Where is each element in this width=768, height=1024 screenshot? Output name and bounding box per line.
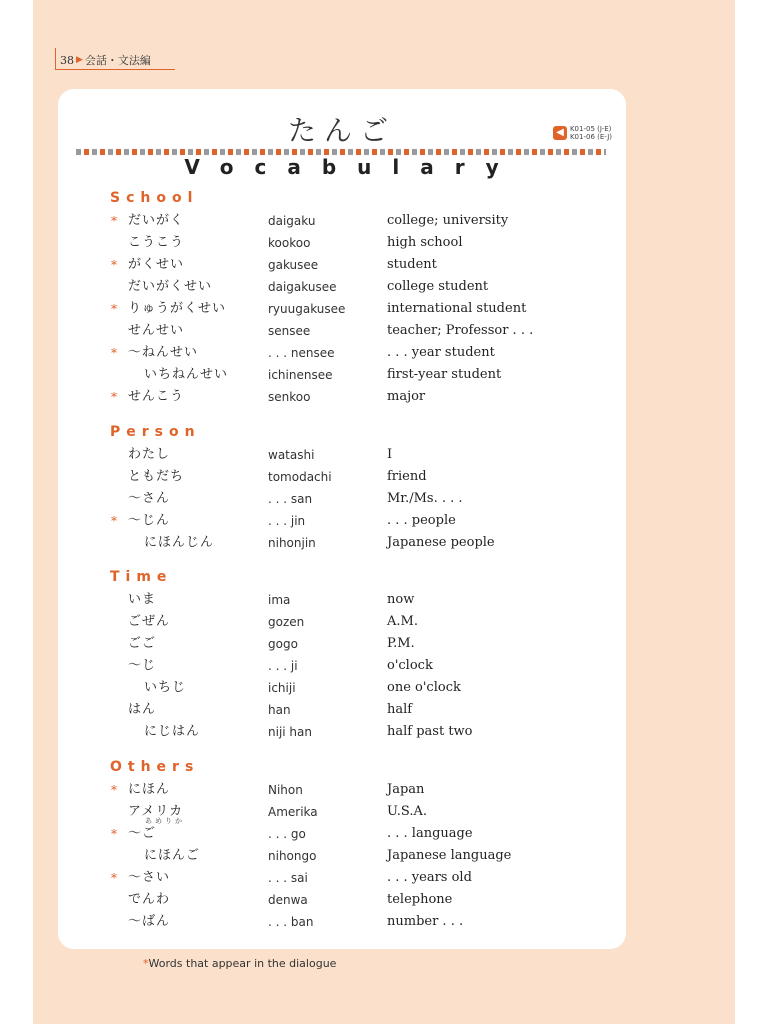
vocab-row [58, 655, 626, 677]
asterisk-icon: * [143, 957, 149, 970]
vocab-english: international student [387, 301, 527, 316]
vocab-row [58, 677, 626, 699]
vocab-english: o'clock [387, 658, 433, 673]
vocab-english: number . . . [387, 914, 464, 929]
vocab-japanese: にじはん [144, 724, 201, 739]
vocab-english: I [387, 447, 393, 462]
vocab-english: Japanese people [387, 535, 495, 550]
vocab-japanese: こうこう [128, 235, 185, 250]
vocab-english: Japanese language [387, 848, 512, 863]
page-header [60, 52, 151, 68]
vocab-japanese: だいがくせい [128, 279, 213, 294]
vocab-english: friend [387, 469, 427, 484]
vocab-row [58, 611, 626, 633]
vocab-romaji: tomodachi [268, 470, 332, 484]
vocab-english: high school [387, 235, 463, 250]
vocab-japanese: アメリカ [128, 804, 184, 819]
section-title-time: Time [110, 569, 173, 585]
dialogue-star-icon: * [111, 258, 117, 272]
vocab-japanese: 〜ご [128, 826, 157, 841]
vocab-english: half [387, 702, 413, 717]
vocab-romaji: gogo [268, 637, 298, 651]
vocab-row [58, 510, 626, 532]
vocab-romaji: denwa [268, 893, 308, 907]
vocab-row [58, 801, 626, 823]
vocab-romaji: daigaku [268, 214, 316, 228]
vocab-english: one o'clock [387, 680, 461, 695]
page-title: たんご [287, 114, 396, 147]
speaker-icon[interactable]: ◀ [553, 126, 567, 140]
vocab-japanese: いちねんせい [144, 367, 229, 382]
page-number: 38 [60, 53, 74, 67]
vocab-japanese: にほん [128, 782, 171, 797]
vocab-ruby: あめりか [145, 817, 185, 825]
vocab-english: student [387, 257, 437, 272]
audio-code-je: K01-05 (J-E) [569, 125, 612, 133]
vocab-english: . . . language [387, 826, 473, 841]
section-title-person: Person [110, 424, 201, 440]
vocab-romaji: han [268, 703, 291, 717]
audio-codes [570, 125, 612, 141]
vocab-row [58, 633, 626, 655]
vocab-romaji: niji han [268, 725, 312, 739]
section-title-others: Others [110, 759, 200, 775]
vocab-row [58, 320, 626, 342]
vocab-romaji: nihonjin [268, 536, 316, 550]
vocab-english: Mr./Ms. . . . [387, 491, 463, 506]
vocab-japanese: りゅうがくせい [128, 301, 227, 316]
vocab-romaji: . . . sai [268, 871, 308, 885]
vocab-english: teacher; Professor . . . [387, 323, 534, 338]
footnote-text: Words that appear in the dialogue [148, 957, 337, 970]
vocab-row [58, 488, 626, 510]
vocabulary-card [58, 89, 626, 949]
vocab-romaji: gakusee [268, 258, 319, 272]
vocab-japanese: いま [128, 592, 157, 607]
vocab-row [58, 823, 626, 845]
vocab-english: Japan [387, 782, 425, 797]
vocab-japanese: にほんじん [144, 535, 215, 550]
vocab-row [58, 444, 626, 466]
vocab-romaji: daigakusee [268, 280, 337, 294]
vocab-romaji: ryuugakusee [268, 302, 346, 316]
vocab-english: A.M. [387, 614, 418, 629]
vocab-row [58, 889, 626, 911]
vocab-japanese: 〜さい [128, 870, 171, 885]
vocab-japanese: ごぜん [128, 614, 171, 629]
vocab-japanese: 〜ねんせい [128, 345, 199, 360]
vocab-japanese: はん [128, 702, 157, 717]
vocab-row [58, 232, 626, 254]
vocab-romaji: . . . san [268, 492, 313, 506]
vocab-english: P.M. [387, 636, 415, 651]
dialogue-star-icon: * [111, 827, 117, 841]
vocab-romaji: . . . ban [268, 915, 314, 929]
section-title-school: School [110, 190, 199, 206]
arrow-icon: ▶ [76, 55, 83, 65]
vocab-japanese: いちじ [144, 680, 187, 695]
vocab-japanese: せんこう [128, 389, 185, 404]
vocab-romaji: . . . jin [268, 514, 306, 528]
vocab-japanese: でんわ [128, 892, 171, 907]
vocab-english: . . . years old [387, 870, 472, 885]
vocab-english: now [387, 592, 415, 607]
dialogue-star-icon: * [111, 390, 117, 404]
dialogue-star-icon: * [111, 783, 117, 797]
vocab-japanese: 〜じん [128, 513, 171, 528]
vocab-japanese: だいがく [128, 213, 185, 228]
vocab-english: U.S.A. [387, 804, 427, 819]
vocab-english: first-year student [387, 367, 502, 382]
vocab-row [58, 386, 626, 408]
vocab-romaji: nihongo [268, 849, 317, 863]
vocab-japanese: わたし [128, 447, 171, 462]
vocab-english: telephone [387, 892, 453, 907]
vocab-romaji: kookoo [268, 236, 311, 250]
vocab-row [58, 466, 626, 488]
vocab-japanese: 〜ばん [128, 914, 171, 929]
vocab-japanese: ごご [128, 636, 157, 651]
footnote [143, 957, 336, 970]
vocab-japanese: ともだち [128, 469, 185, 484]
vocab-english: major [387, 389, 426, 404]
vocab-english: college student [387, 279, 489, 294]
vocab-romaji: sensee [268, 324, 311, 338]
vocab-romaji: . . . go [268, 827, 306, 841]
vocab-row [58, 342, 626, 364]
vocab-row [58, 721, 626, 743]
vocab-row [58, 364, 626, 386]
vocab-row [58, 298, 626, 320]
vocab-row [58, 845, 626, 867]
vocabulary-heading: Vocabulary [184, 155, 520, 179]
audio-reference[interactable] [553, 125, 612, 141]
audio-code-ej: K01-06 (E-J) [569, 133, 612, 141]
vocab-japanese: がくせい [128, 257, 185, 272]
vocab-row [58, 532, 626, 554]
vocab-english: . . . people [387, 513, 456, 528]
vocab-japanese: せんせい [128, 323, 185, 338]
section-name: 会話・文法編 [84, 54, 151, 67]
dialogue-star-icon: * [111, 514, 117, 528]
header-divider [55, 48, 56, 70]
vocab-row [58, 779, 626, 801]
vocab-english: college; university [387, 213, 509, 228]
dialogue-star-icon: * [111, 214, 117, 228]
vocab-row [58, 589, 626, 611]
vocab-romaji: . . . ji [268, 659, 298, 673]
dialogue-star-icon: * [111, 302, 117, 316]
vocab-japanese: 〜じ [128, 658, 157, 673]
vocab-english: half past two [387, 724, 473, 739]
vocab-row [58, 699, 626, 721]
vocab-romaji: senkoo [268, 390, 311, 404]
vocab-row [58, 210, 626, 232]
vocab-romaji: . . . nensee [268, 346, 335, 360]
vocab-english: . . . year student [387, 345, 495, 360]
vocab-romaji: ichiji [268, 681, 296, 695]
vocab-romaji: watashi [268, 448, 315, 462]
vocab-romaji: Amerika [268, 805, 318, 819]
vocab-row [58, 254, 626, 276]
vocab-romaji: ima [268, 593, 291, 607]
vocab-romaji: gozen [268, 615, 305, 629]
vocab-romaji: ichinensee [268, 368, 333, 382]
vocab-romaji: Nihon [268, 783, 303, 797]
vocab-row [58, 911, 626, 933]
dialogue-star-icon: * [111, 346, 117, 360]
vocab-row [58, 867, 626, 889]
vocab-japanese: にほんご [144, 848, 201, 863]
vocab-row [58, 276, 626, 298]
dialogue-star-icon: * [111, 871, 117, 885]
vocab-japanese: 〜さん [128, 491, 171, 506]
header-underline [55, 69, 175, 70]
